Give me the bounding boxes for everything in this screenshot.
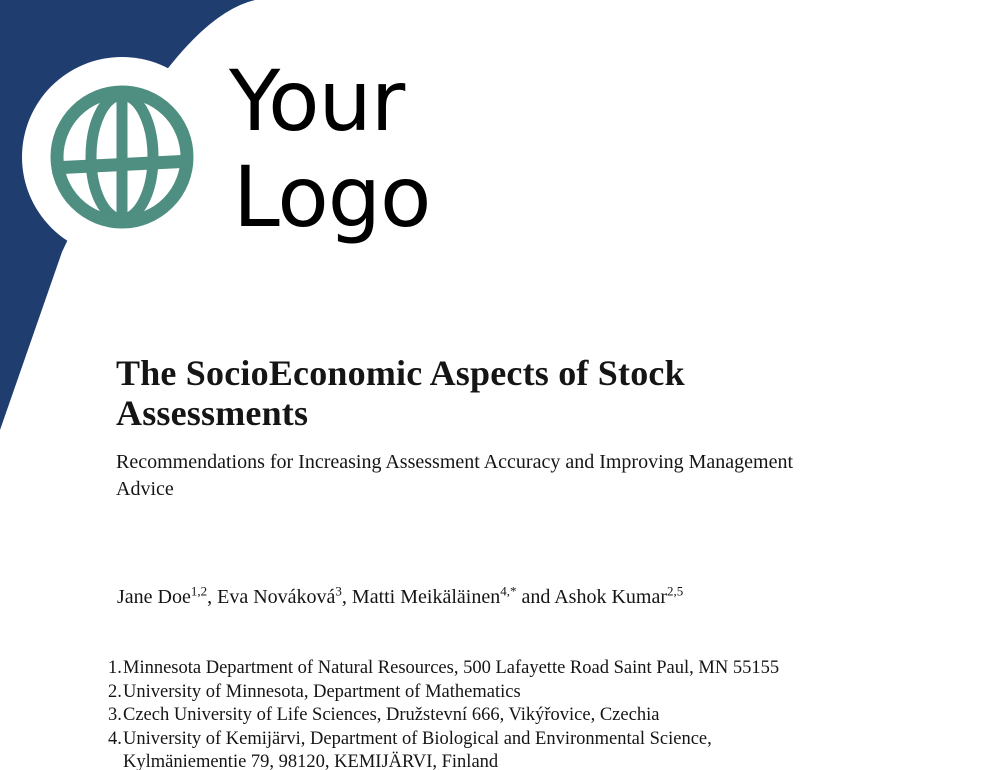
affiliation-text: University of Kemijärvi, Department of Biological and Environmental Science, xyxy=(123,728,712,749)
paper-subtitle xyxy=(116,449,793,502)
author-list xyxy=(117,585,683,609)
affiliation-row xyxy=(108,657,779,681)
affiliation-row xyxy=(108,751,779,770)
author-separator: , xyxy=(207,586,218,608)
affiliation-number: 1. xyxy=(108,658,122,678)
affiliation-number: 4. xyxy=(108,728,122,749)
title-line-2: Assessments xyxy=(116,392,309,433)
title-line-1: The SocioEconomic Aspects of Stock xyxy=(116,353,685,393)
affiliation-row xyxy=(108,704,779,728)
author-name: Ashok Kumar xyxy=(554,586,667,608)
affiliation-number: 2. xyxy=(108,681,122,702)
author-superscript: 4,* xyxy=(500,583,517,599)
author-superscript: 2,5 xyxy=(667,583,684,599)
author-superscript: 1,2 xyxy=(190,583,208,599)
logo-text-line1: Your xyxy=(229,52,405,150)
author-separator: and xyxy=(516,586,555,608)
paper-title xyxy=(116,354,685,433)
affiliation-number: 3. xyxy=(108,705,122,725)
subtitle-line-1: Recommendations for Increasing Assessment Accuracy and Improving Management xyxy=(116,451,794,473)
affiliation-text: Minnesota Department of Natural Resources, 500 Lafayette Road Saint Paul, MN 55155 xyxy=(123,658,780,678)
affiliation-row xyxy=(108,728,779,752)
author-name: Eva Nováková xyxy=(217,586,336,608)
affiliation-list xyxy=(108,657,779,770)
author-superscript: 3 xyxy=(335,583,342,599)
affiliation-text: University of Minnesota, Department of Mathematics xyxy=(123,681,521,702)
globe-equator-band xyxy=(52,161,192,168)
subtitle-line-2: Advice xyxy=(116,477,174,500)
affiliation-text: Czech University of Life Sciences, Družstevní 666, Vikýřovice, Czechia xyxy=(123,705,660,725)
author-name: Matti Meikäläinen xyxy=(351,586,501,608)
author-name: Jane Doe xyxy=(117,586,191,608)
affiliation-row xyxy=(108,681,779,705)
author-separator: , xyxy=(341,586,352,608)
logo-text-line2: Logo xyxy=(233,148,431,246)
affiliation-number xyxy=(108,751,123,770)
affiliation-text: Kylmäniementie 79, 98120, KEMIJÄRVI, Finland xyxy=(123,752,499,770)
